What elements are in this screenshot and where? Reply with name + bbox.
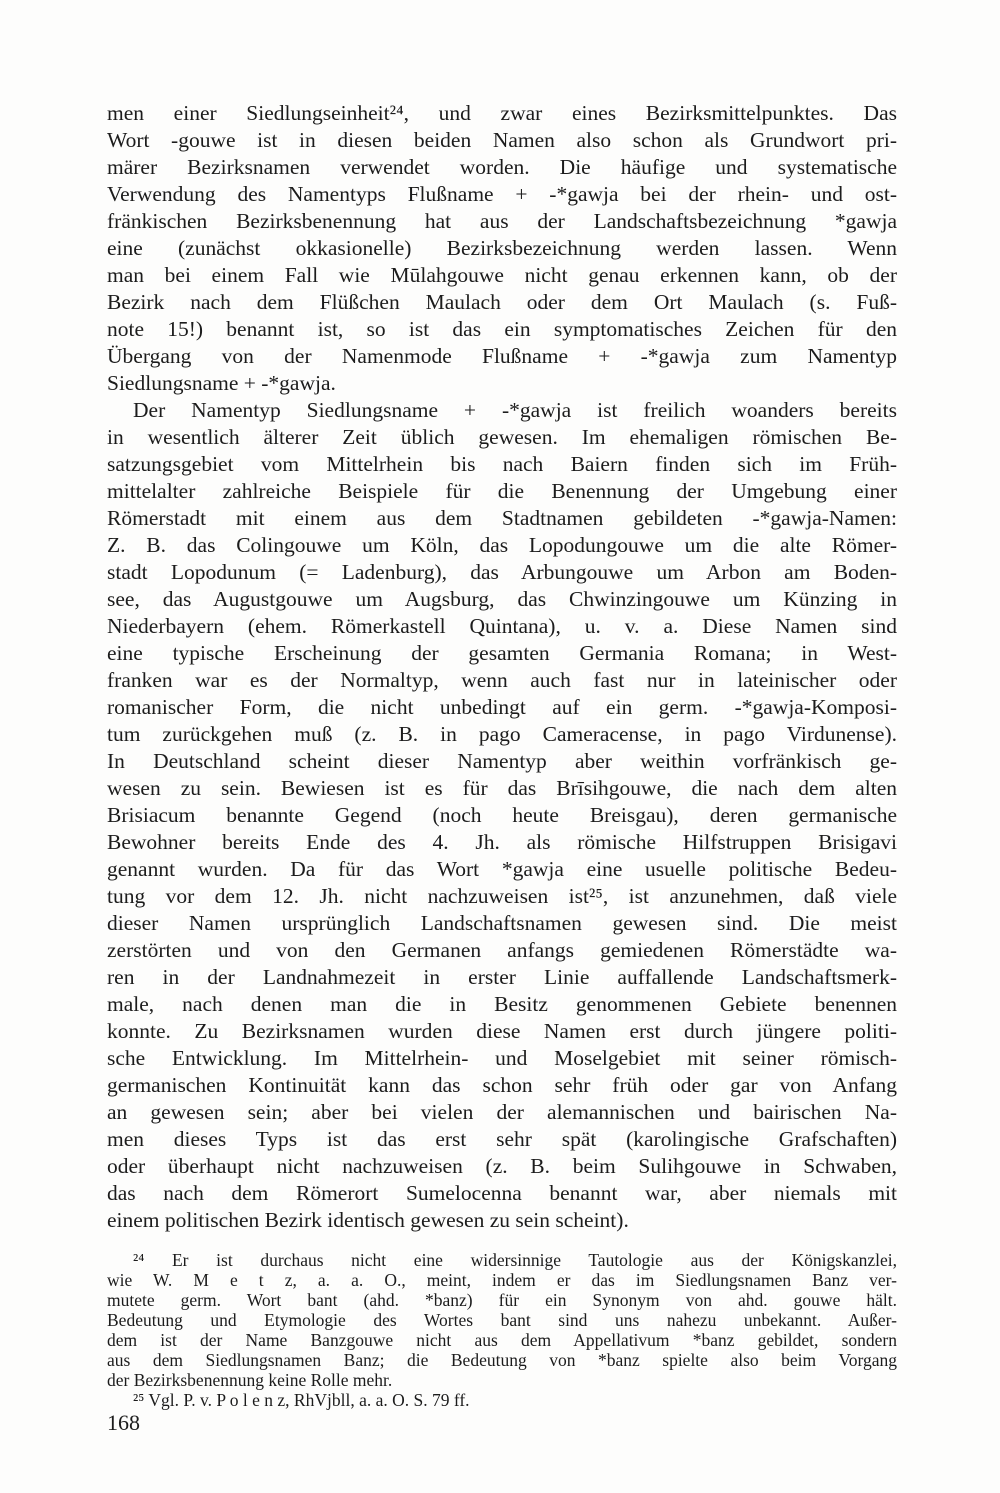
body-text-line: konnte. Zu Bezirksnamen wurden diese Namen erst durch jüngere politi- [107, 1019, 897, 1043]
body-text-line: an gewesen sein; aber bei vielen der alemannischen und bairischen Na- [107, 1100, 897, 1124]
body-text-line: das nach dem Römerort Sumelocenna benannt war, aber niemals mit [107, 1181, 897, 1205]
body-text-line: see, das Augustgouwe um Augsburg, das Chwinzingouwe um Künzing in [107, 587, 897, 611]
body-text-line: in wesentlich älterer Zeit üblich gewesen. Im ehemaligen römischen Be- [107, 425, 897, 449]
footnote-line: aus dem Siedlungsnamen Banz; die Bedeutung von *banz spielte also beim Vorgang [107, 1350, 897, 1370]
body-text-line: ren in der Landnahmezeit in erster Linie auffallende Landschaftsmerk- [107, 965, 897, 989]
body-text-line: eine (zunächst okkasionelle) Bezirksbezeichnung werden lassen. Wenn [107, 236, 897, 260]
body-text-line: stadt Lopodunum (= Ladenburg), das Arbungouwe um Arbon am Boden- [107, 560, 897, 584]
body-text-line: Übergang von der Namenmode Flußname + -*gawja zum Namentyp [107, 344, 897, 368]
body-text-line: franken war es der Normaltyp, wenn auch fast nur in lateinischer oder [107, 668, 897, 692]
footnote-line: ²⁵ Vgl. P. v. P o l e n z, RhVjbll, a. a. O. S. 79 ff. [133, 1390, 470, 1410]
body-text-line: romanischer Form, die nicht unbedingt auf ein germ. -*gawja-Komposi- [107, 695, 897, 719]
footnote-line: mutete germ. Wort bant (ahd. *banz) für ein Synonym von ahd. gouwe hält. [107, 1290, 897, 1310]
body-text-line: sche Entwicklung. Im Mittelrhein- und Moselgebiet mit seiner römisch- [107, 1046, 897, 1070]
footnote-line: wie W. M e t z, a. a. O., meint, indem er das im Siedlungsnamen Banz ver- [107, 1270, 897, 1290]
body-text-line: germanischen Kontinuität kann das schon sehr früh oder gar von Anfang [107, 1073, 897, 1097]
body-text-line: Verwendung des Namentyps Flußname + -*gawja bei der rhein- und ost- [107, 182, 897, 206]
body-text-line: male, nach denen man die in Besitz genommenen Gebiete benennen [107, 992, 897, 1016]
page-number: 168 [107, 1410, 140, 1435]
footnote-line: Bedeutung und Etymologie des Wortes bant sind uns nahezu unbekannt. Außer- [107, 1310, 897, 1330]
body-text-line: man bei einem Fall wie Mūlahgouwe nicht genau erkennen kann, ob der [107, 263, 897, 287]
body-text-line: Bewohner bereits Ende des 4. Jh. als römische Hilfstruppen Brisigavi [107, 830, 897, 854]
body-text-line: mittelalter zahlreiche Beispiele für die Benennung der Umgebung einer [107, 479, 897, 503]
body-text-line: wesen zu sein. Bewiesen ist es für das Brīsihgouwe, die nach dem alten [107, 776, 897, 800]
footnote-line: ²⁴ Er ist durchaus nicht eine widersinnige Tautologie aus der Königskanzlei, [133, 1250, 897, 1270]
body-text-line: Der Namentyp Siedlungsname + -*gawja ist freilich woanders bereits [133, 398, 897, 422]
body-text-line: Bezirk nach dem Flüßchen Maulach oder dem Ort Maulach (s. Fuß- [107, 290, 897, 314]
body-text-line: Niederbayern (ehem. Römerkastell Quintana), u. v. a. Diese Namen sind [107, 614, 897, 638]
body-text-line: einem politischen Bezirk identisch gewesen zu sein scheint). [107, 1208, 629, 1232]
body-text-line: Siedlungsname + -*gawja. [107, 371, 336, 395]
body-text-line: tung vor dem 12. Jh. nicht nachzuweisen ist²⁵, ist anzunehmen, daß viele [107, 884, 897, 908]
body-text-line: zerstörten und von den Germanen anfangs gemiedenen Römerstädte wa- [107, 938, 897, 962]
body-text-line: eine typische Erscheinung der gesamten Germania Romana; in West- [107, 641, 897, 665]
footnote-line: der Bezirksbenennung keine Rolle mehr. [107, 1370, 393, 1390]
body-text-line: men dieses Typs ist das erst sehr spät (karolingische Grafschaften) [107, 1127, 897, 1151]
body-text-line: Wort -gouwe ist in diesen beiden Namen also schon als Grundwort pri- [107, 128, 897, 152]
body-text-line: oder überhaupt nicht nachzuweisen (z. B. beim Sulihgouwe in Schwaben, [107, 1154, 897, 1178]
body-text-line: satzungsgebiet vom Mittelrhein bis nach Baiern finden sich im Früh- [107, 452, 897, 476]
body-text-line: men einer Siedlungseinheit²⁴, und zwar eines Bezirksmittelpunktes. Das [107, 101, 897, 125]
body-text-line: Römerstadt mit einem aus dem Stadtnamen gebildeten -*gawja-Namen: [107, 506, 897, 530]
body-text-line: Brisiacum benannte Gegend (noch heute Breisgau), deren germanische [107, 803, 897, 827]
body-text-line: fränkischen Bezirksbenennung hat aus der Landschaftsbezeichnung *gawja [107, 209, 897, 233]
body-text-line: märer Bezirksnamen verwendet worden. Die häufige und systematische [107, 155, 897, 179]
body-text-line: In Deutschland scheint dieser Namentyp aber weithin vorfränkisch ge- [107, 749, 897, 773]
body-text-line: tum zurückgehen muß (z. B. in pago Cameracense, in pago Virdunense). [107, 722, 897, 746]
footnote-line: dem ist der Name Banzgouwe nicht aus dem Appellativum *banz gebildet, sondern [107, 1330, 897, 1350]
body-text-line: genannt wurden. Da für das Wort *gawja eine usuelle politische Bedeu- [107, 857, 897, 881]
body-text-line: Z. B. das Colingouwe um Köln, das Lopodungouwe um die alte Römer- [107, 533, 897, 557]
body-text-line: note 15!) benannt ist, so ist das ein symptomatisches Zeichen für den [107, 317, 897, 341]
body-text-line: dieser Namen ursprünglich Landschaftsnamen gewesen sind. Die meist [107, 911, 897, 935]
